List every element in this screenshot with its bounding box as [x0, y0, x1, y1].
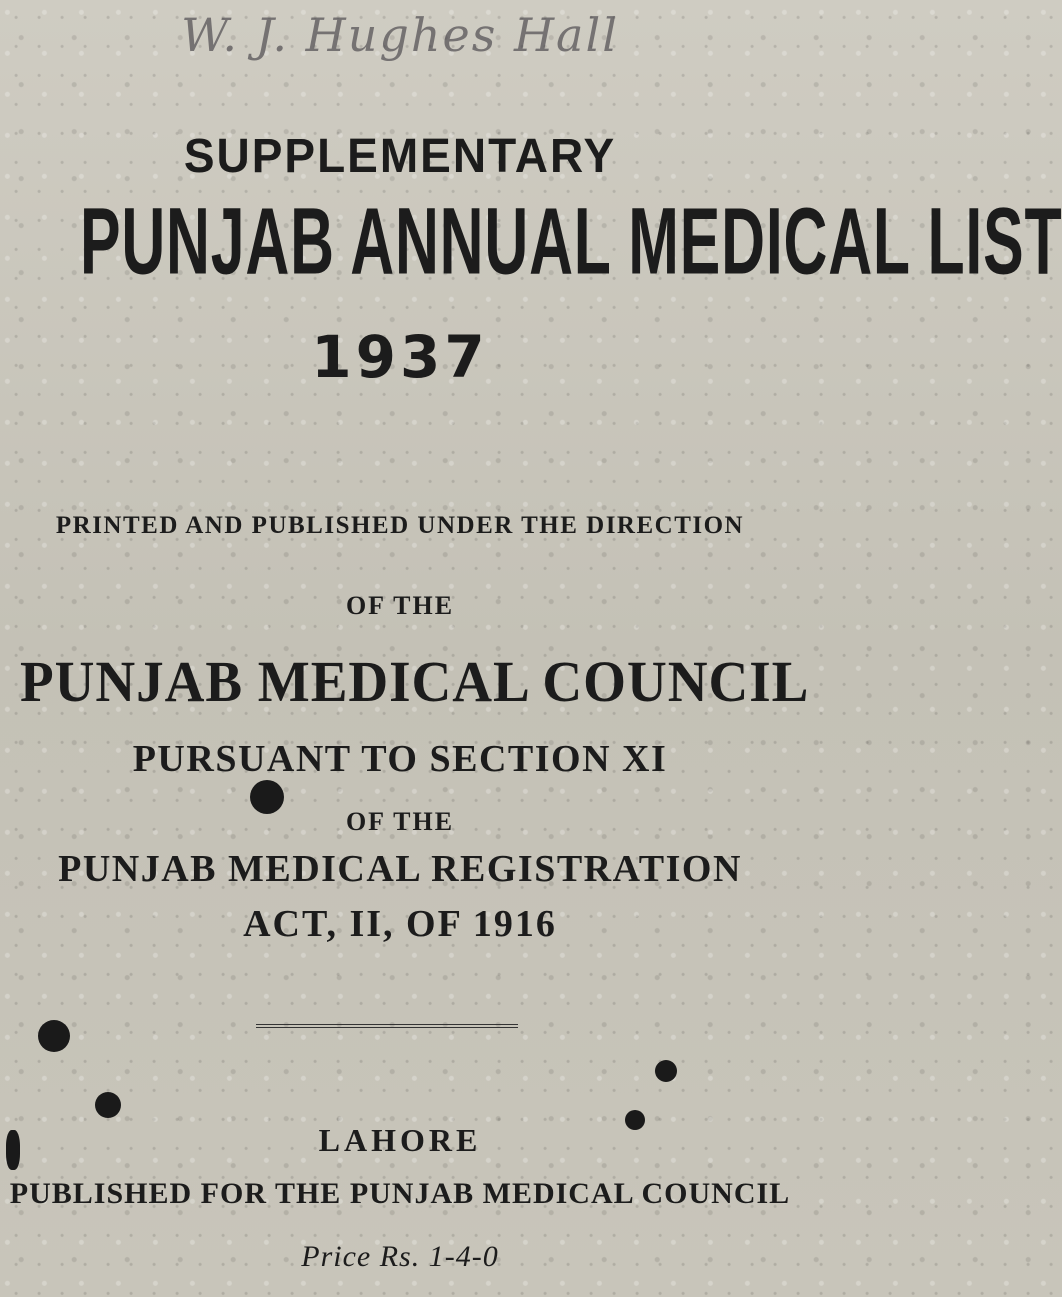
- printed-published-line: PRINTED AND PUBLISHED UNDER THE DIRECTION: [55, 512, 745, 539]
- publisher-line: PUBLISHED FOR THE PUNJAB MEDICAL COUNCIL: [9, 1177, 791, 1210]
- of-the-line-2: OF THE: [345, 807, 455, 836]
- council-name: PUNJAB MEDICAL COUNCIL: [20, 649, 810, 714]
- place-of-publication: LAHORE: [318, 1122, 482, 1158]
- handwritten-signature: W. J. Hughes Hall: [181, 8, 619, 62]
- ink-spot: [250, 780, 284, 814]
- of-the-line-1: OF THE: [345, 591, 455, 620]
- ink-spot: [38, 1020, 70, 1052]
- ink-spot: [625, 1110, 645, 1130]
- ink-spot: [95, 1092, 121, 1118]
- divider-rule: [256, 1024, 518, 1028]
- pursuant-line: PURSUANT TO SECTION XI: [132, 738, 668, 780]
- ink-spot: [655, 1060, 677, 1082]
- document-title: PUNJAB ANNUAL MEDICAL LIST: [80, 188, 1062, 295]
- supplementary-heading: SUPPLEMENTARY: [183, 127, 617, 183]
- price-line: Price Rs. 1-4-0: [301, 1240, 499, 1273]
- ink-spot: [6, 1130, 20, 1170]
- year: 1937: [311, 323, 489, 391]
- act-line: ACT, II, OF 1916: [243, 903, 557, 945]
- registration-line: PUNJAB MEDICAL REGISTRATION: [58, 848, 742, 890]
